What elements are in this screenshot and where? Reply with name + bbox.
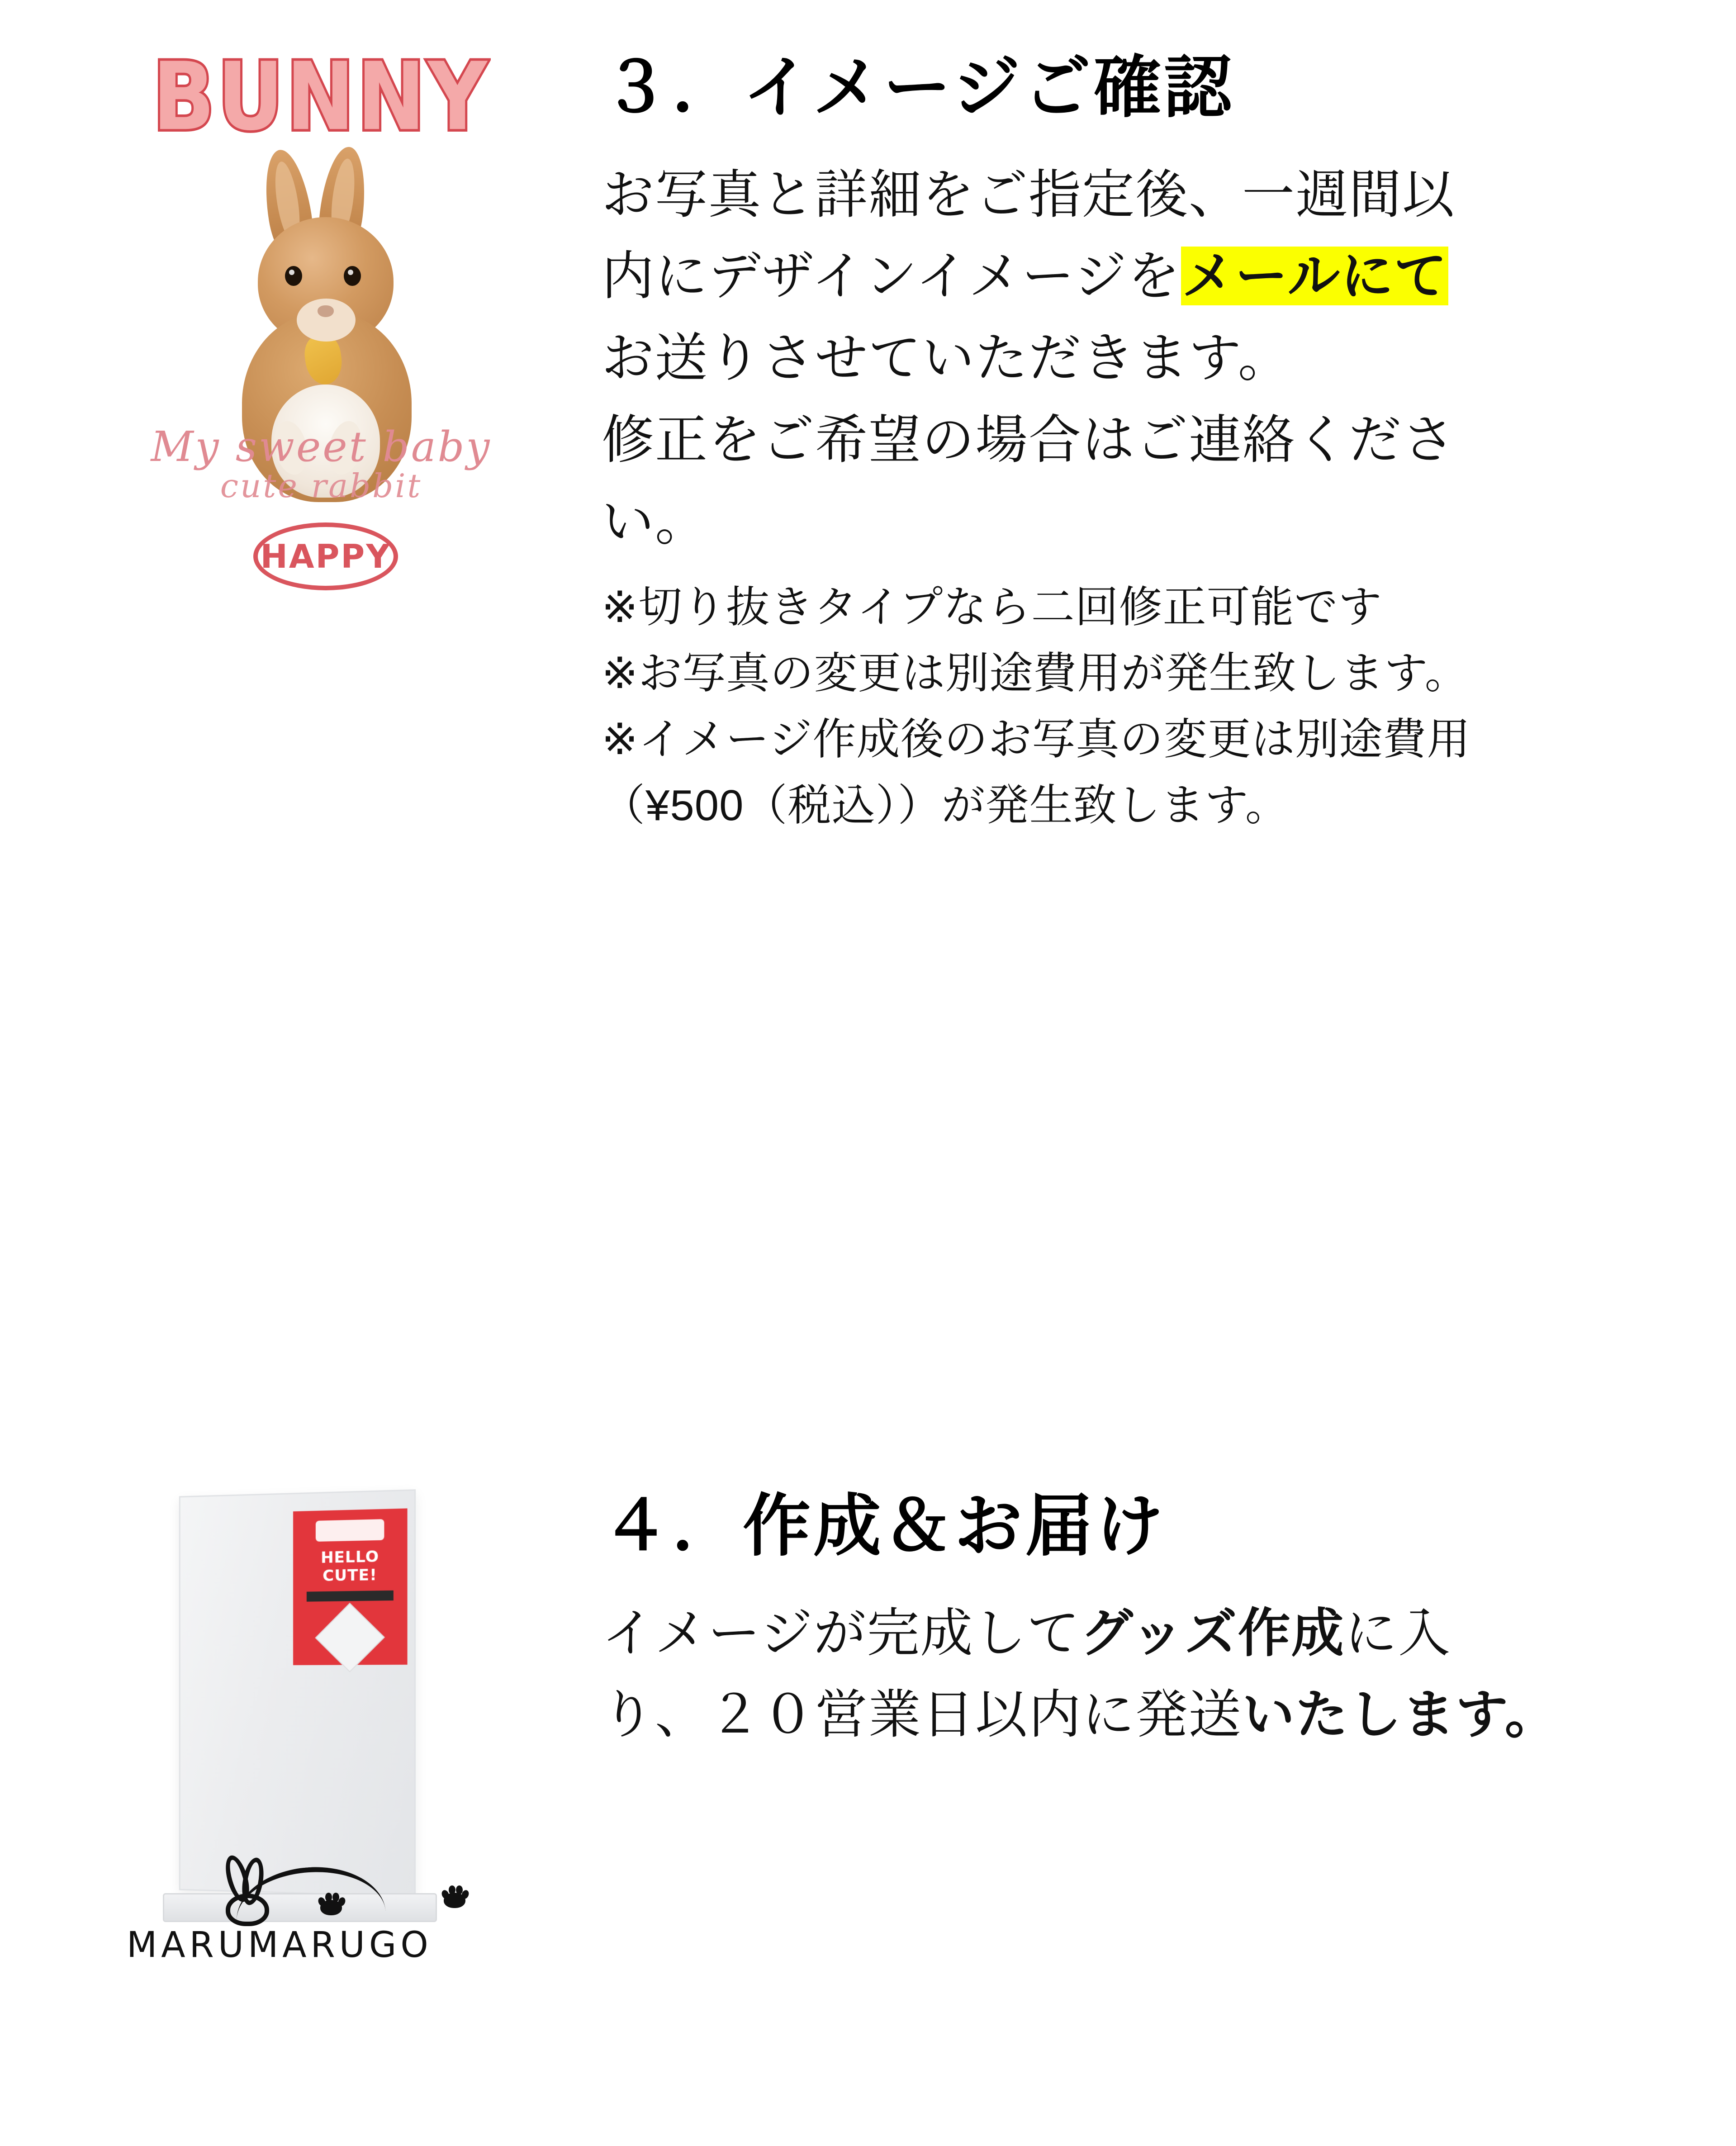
label-logo-icon: [316, 1519, 384, 1542]
brand-logo-text: MARUMARUGO: [127, 1925, 432, 1966]
section-3-body-line: [602, 481, 1709, 563]
note-line: ※お写真の変更は別途費用が発生致します。: [602, 649, 1469, 698]
label-text: HELLO CUTE!: [321, 1548, 379, 1586]
text-segment: り、２０営業日以内に発送: [602, 1685, 1242, 1744]
acrylic-panel: [179, 1489, 416, 1897]
section-4-heading: ４．作成＆お届け: [602, 1488, 1167, 1564]
label-diamond-icon: [315, 1603, 385, 1672]
section-production-delivery: [0, 1484, 1736, 2004]
section-4-body-line: [602, 1592, 1709, 1674]
acrylic-stand-image: [0, 1484, 602, 2004]
note-line: ※切り抜きタイプなら二回修正可能です: [602, 583, 1382, 632]
rabbit-eye-right-icon: [344, 266, 361, 286]
bunny-script-text: [122, 425, 520, 503]
highlighted-text: メールにて: [1181, 247, 1448, 306]
bold-text-segment: いたします。: [1242, 1685, 1558, 1744]
logo-rabbit-head-icon: [226, 1894, 269, 1926]
rabbit-nose-icon: [318, 305, 334, 317]
text-segment: イメージが完成して: [602, 1603, 1081, 1662]
note-line: （¥500（税込））が発生致します。: [602, 781, 1289, 830]
paw-print-icon: [441, 1885, 468, 1908]
section-3-body-line: [602, 235, 1709, 317]
bunny-script-line-1: My sweet baby: [151, 423, 492, 471]
bunny-happy-badge: [253, 522, 398, 590]
rabbit-eye-left-icon: [285, 266, 302, 286]
note-line: ※イメージ作成後のお写真の変更は別途費用: [602, 715, 1471, 764]
bunny-title-text: BUNNY: [152, 43, 490, 152]
bold-text-segment: グッズ作成: [1080, 1603, 1345, 1662]
section-3-heading: ３．イメージご確認: [602, 49, 1235, 125]
bunny-script-line-2: cute rabbit: [220, 466, 422, 505]
label-bar-icon: [307, 1591, 394, 1602]
paw-print-icon: [318, 1892, 345, 1915]
text-segment: 内にデザインイメージを: [602, 247, 1181, 306]
text-segment: お送りさせていただきます。: [602, 328, 1291, 388]
section-image-confirmation: [0, 45, 1736, 839]
text-segment: に入: [1344, 1603, 1451, 1662]
text-segment: お写真と詳細をご指定後、一週間以: [602, 165, 1456, 224]
product-label: [293, 1508, 408, 1665]
section-3-body-line: [602, 399, 1709, 481]
section-4-body-line: [602, 1674, 1709, 1756]
section-3-body-line: [602, 317, 1709, 399]
text-segment: 修正をご希望の場合はご連絡くださ: [602, 410, 1456, 470]
brand-logo: [122, 1841, 520, 1990]
bunny-design-image: [0, 45, 602, 611]
section-3-body-line: [602, 154, 1709, 236]
section-3-text: [602, 45, 1736, 839]
acrylic-stand-graphic: [122, 1484, 520, 2004]
section-3-notes: [602, 574, 1709, 839]
section-4-text: [602, 1484, 1736, 1756]
logo-rabbit-icon: [219, 1855, 274, 1918]
bunny-badge-label: HAPPY: [260, 537, 391, 575]
text-segment: い。: [602, 492, 708, 551]
bunny-tshirt-graphic: [122, 45, 520, 611]
